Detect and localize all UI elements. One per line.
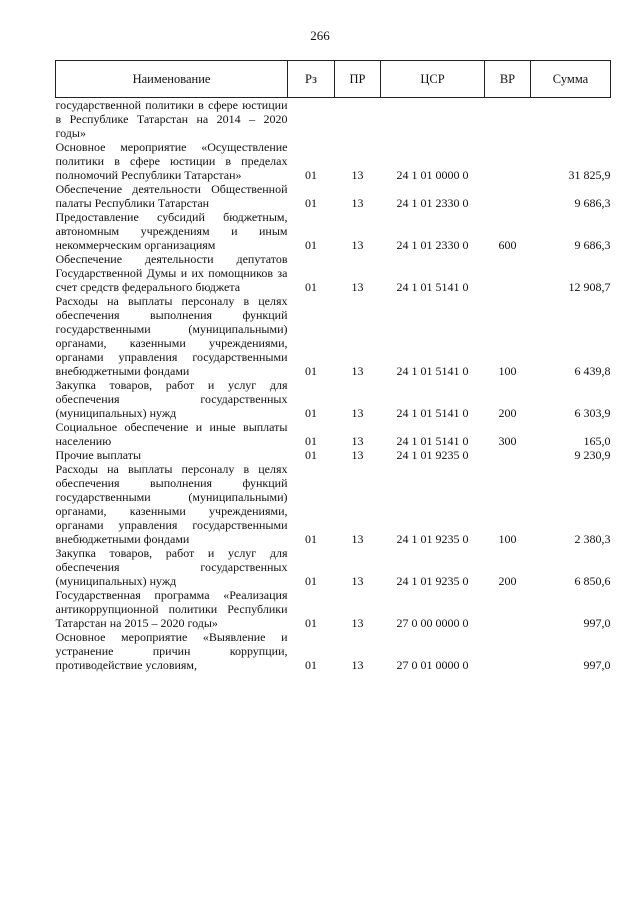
row-pr: 13 bbox=[351, 238, 364, 252]
table-row bbox=[56, 546, 611, 588]
row-sum: 997,0 bbox=[583, 658, 611, 672]
row-rz: 01 bbox=[305, 658, 317, 672]
row-name: Обеспечение деятельности депутатов Государственной Думы и их помощников за счет средств федерального бюджета bbox=[55, 252, 288, 294]
row-sum bbox=[531, 98, 611, 141]
row-pr bbox=[335, 98, 381, 141]
row-rz: 01 bbox=[305, 406, 317, 420]
row-pr: 13 bbox=[351, 658, 364, 672]
row-name: Обеспечение деятельности Общественной палаты Республики Татарстан bbox=[55, 182, 288, 210]
row-name: Основное мероприятие «Осуществление политики в сфере юстиции в пределах полномочий Республики Татарстан» bbox=[55, 140, 288, 182]
row-vr: 600 bbox=[498, 238, 517, 252]
row-sum: 165,0 bbox=[583, 434, 611, 448]
row-rz: 01 bbox=[305, 364, 317, 378]
row-sum: 2 380,3 bbox=[574, 532, 611, 546]
row-pr: 13 bbox=[351, 532, 364, 546]
table-header-row bbox=[56, 61, 611, 98]
row-sum: 997,0 bbox=[583, 616, 611, 630]
row-pr: 13 bbox=[351, 364, 364, 378]
page-number: 266 bbox=[310, 28, 330, 43]
row-pr: 13 bbox=[351, 434, 364, 448]
row-vr: 100 bbox=[498, 532, 517, 546]
table-row bbox=[56, 182, 611, 210]
row-sum: 9 230,9 bbox=[574, 448, 611, 462]
row-rz bbox=[288, 98, 335, 141]
row-sum: 31 825,9 bbox=[568, 168, 611, 182]
table-row bbox=[56, 462, 611, 546]
row-pr: 13 bbox=[351, 574, 364, 588]
row-sum: 9 686,3 bbox=[574, 238, 611, 252]
row-vr bbox=[485, 588, 531, 630]
table-row bbox=[56, 210, 611, 252]
table-row bbox=[56, 630, 611, 672]
row-sum: 9 686,3 bbox=[574, 196, 611, 210]
row-sum: 6 303,9 bbox=[574, 406, 611, 420]
row-csr: 27 0 00 0000 0 bbox=[396, 616, 469, 630]
row-vr bbox=[485, 252, 531, 294]
row-vr: 200 bbox=[498, 406, 517, 420]
header-csr: ЦСР bbox=[381, 61, 485, 98]
row-rz: 01 bbox=[305, 196, 317, 210]
header-sum: Сумма bbox=[531, 61, 611, 98]
row-csr: 24 1 01 2330 0 bbox=[396, 196, 469, 210]
row-vr bbox=[485, 140, 531, 182]
row-csr: 27 0 01 0000 0 bbox=[396, 658, 469, 672]
table-row bbox=[56, 98, 611, 141]
row-name: Социальное обеспечение и иные выплаты населению bbox=[55, 420, 288, 448]
row-csr: 24 1 01 5141 0 bbox=[396, 280, 469, 294]
row-rz: 01 bbox=[305, 280, 317, 294]
row-name: Расходы на выплаты персоналу в целях обеспечения выполнения функций государственными (муниципальными) органами, казенными учреждениями, органами управления государственными внебюджетными фондами bbox=[55, 462, 288, 546]
row-name: Предоставление субсидий бюджетным, автономным учреждениям и иным некоммерческим организациям bbox=[55, 210, 288, 252]
row-name: Закупка товаров, работ и услуг для обеспечения государственных (муниципальных) нужд bbox=[55, 546, 288, 588]
header-name: Наименование bbox=[56, 61, 288, 98]
header-vr: ВР bbox=[485, 61, 531, 98]
row-rz: 01 bbox=[305, 448, 317, 462]
row-csr: 24 1 01 9235 0 bbox=[396, 448, 469, 462]
row-sum: 12 908,7 bbox=[568, 280, 611, 294]
table-row bbox=[56, 378, 611, 420]
row-rz: 01 bbox=[305, 238, 317, 252]
header-pr: ПР bbox=[335, 61, 381, 98]
row-sum: 6 850,6 bbox=[574, 574, 611, 588]
row-name: Основное мероприятие «Выявление и устранение причин коррупции, противодействие условиям, bbox=[55, 630, 288, 672]
table-row bbox=[56, 252, 611, 294]
row-vr: 300 bbox=[498, 434, 517, 448]
row-name: Закупка товаров, работ и услуг для обеспечения государственных (муниципальных) нужд bbox=[55, 378, 288, 420]
row-vr bbox=[485, 448, 531, 462]
row-csr: 24 1 01 2330 0 bbox=[396, 238, 469, 252]
row-name: Расходы на выплаты персоналу в целях обеспечения выполнения функций государственными (муниципальными) органами, казенными учреждениями, органами управления государственными внебюджетными фондами bbox=[55, 294, 288, 378]
row-vr bbox=[485, 98, 531, 141]
row-pr: 13 bbox=[351, 168, 364, 182]
row-csr: 24 1 01 5141 0 bbox=[396, 434, 469, 448]
row-rz: 01 bbox=[305, 434, 317, 448]
row-vr: 100 bbox=[498, 364, 517, 378]
table-row bbox=[56, 588, 611, 630]
row-rz: 01 bbox=[305, 168, 317, 182]
table-row bbox=[56, 420, 611, 448]
header-rz: Рз bbox=[288, 61, 335, 98]
row-vr bbox=[485, 630, 531, 672]
row-vr bbox=[485, 182, 531, 210]
row-csr: 24 1 01 9235 0 bbox=[396, 574, 469, 588]
row-name: Прочие выплаты bbox=[55, 448, 142, 462]
row-vr: 200 bbox=[498, 574, 517, 588]
budget-table bbox=[55, 60, 611, 672]
table-row bbox=[56, 448, 611, 462]
row-pr: 13 bbox=[351, 196, 364, 210]
row-csr: 24 1 01 5141 0 bbox=[396, 406, 469, 420]
row-pr: 13 bbox=[351, 406, 364, 420]
row-rz: 01 bbox=[305, 616, 317, 630]
row-sum: 6 439,8 bbox=[574, 364, 611, 378]
row-csr: 24 1 01 9235 0 bbox=[396, 532, 469, 546]
row-rz: 01 bbox=[305, 574, 317, 588]
row-name: государственной политики в сфере юстиции в Республике Татарстан на 2014 – 2020 годы» bbox=[55, 98, 288, 140]
row-pr: 13 bbox=[351, 280, 364, 294]
row-csr: 24 1 01 5141 0 bbox=[396, 364, 469, 378]
row-csr bbox=[381, 98, 485, 141]
row-pr: 13 bbox=[351, 616, 364, 630]
row-name: Государственная программа «Реализация антикоррупционной политики Республики Татарстан на 2015 – 2020 годы» bbox=[55, 588, 288, 630]
row-csr: 24 1 01 0000 0 bbox=[396, 168, 469, 182]
row-rz: 01 bbox=[305, 532, 317, 546]
table-row bbox=[56, 294, 611, 378]
row-pr: 13 bbox=[351, 448, 364, 462]
table-row bbox=[56, 140, 611, 182]
